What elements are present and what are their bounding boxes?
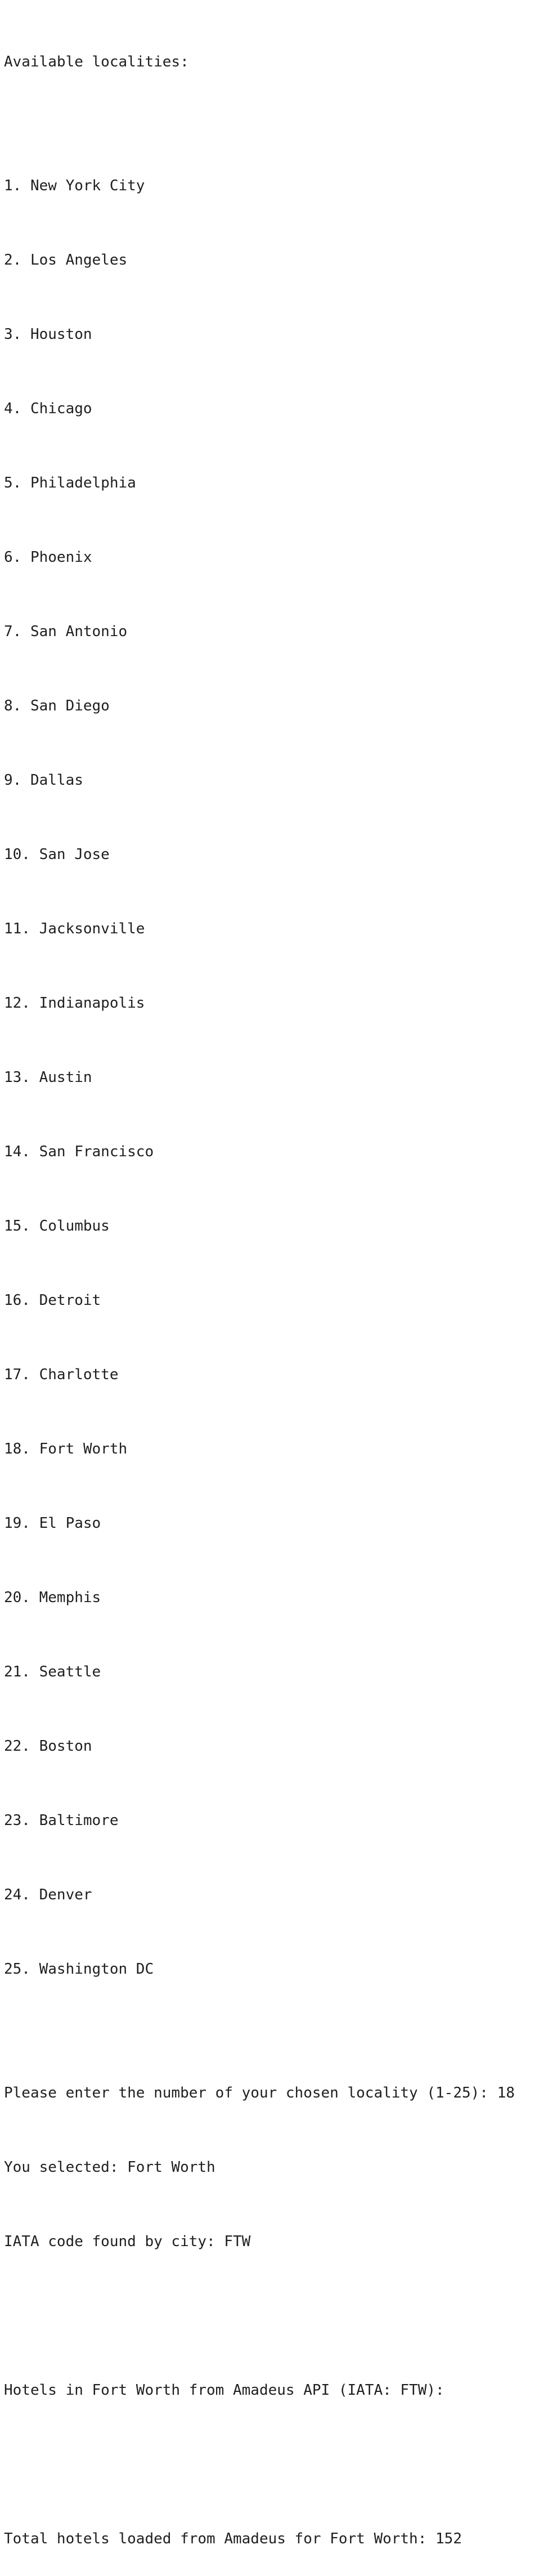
locality-item: 8. San Diego (4, 697, 110, 714)
locality-item: 17. Charlotte (4, 1366, 119, 1383)
hotels-total: Total hotels loaded from Amadeus for Fort Worth: 152 (4, 2530, 462, 2547)
locality-item: 11. Jacksonville (4, 920, 145, 937)
locality-item: 7. San Antonio (4, 623, 128, 640)
locality-item: 25. Washington DC (4, 1961, 154, 1978)
locality-item: 2. Los Angeles (4, 252, 128, 269)
iata-result: IATA code found by city: FTW (4, 2233, 251, 2250)
locality-prompt-line (4, 2081, 544, 2105)
locality-item: 19. El Paso (4, 1515, 101, 1532)
locality-item: 18. Fort Worth (4, 1441, 128, 1457)
locality-item: 4. Chicago (4, 400, 92, 417)
locality-item: 12. Indianapolis (4, 995, 145, 1012)
locality-item: 15. Columbus (4, 1218, 110, 1235)
console-output (4, 0, 544, 2576)
locality-item: 23. Baltimore (4, 1812, 119, 1829)
locality-item: 5. Philadelphia (4, 475, 136, 491)
locality-item: 16. Detroit (4, 1292, 101, 1309)
locality-item: 21. Seattle (4, 1663, 101, 1680)
locality-prompt: Please enter the number of your chosen locality (1-25): (4, 2085, 497, 2101)
locality-item: 6. Phoenix (4, 549, 92, 566)
locality-item: 10. San Jose (4, 846, 110, 863)
locality-input[interactable]: 18 (497, 2085, 515, 2101)
localities-list (4, 124, 544, 2031)
locality-item: 13. Austin (4, 1069, 92, 1086)
locality-item: 14. San Francisco (4, 1143, 154, 1160)
locality-item: 1. New York City (4, 177, 145, 194)
blank-line (4, 2304, 544, 2328)
blank-line (4, 2452, 544, 2477)
locality-item: 3. Houston (4, 326, 92, 343)
locality-item: 20. Memphis (4, 1589, 101, 1606)
locality-item: 9. Dallas (4, 772, 83, 789)
hotels-header: Hotels in Fort Worth from Amadeus API (IATA: FTW): (4, 2382, 444, 2399)
localities-header: Available localities: (4, 53, 189, 70)
locality-item: 22. Boston (4, 1738, 92, 1755)
selected-locality: You selected: Fort Worth (4, 2159, 215, 2176)
locality-item: 24. Denver (4, 1886, 92, 1903)
